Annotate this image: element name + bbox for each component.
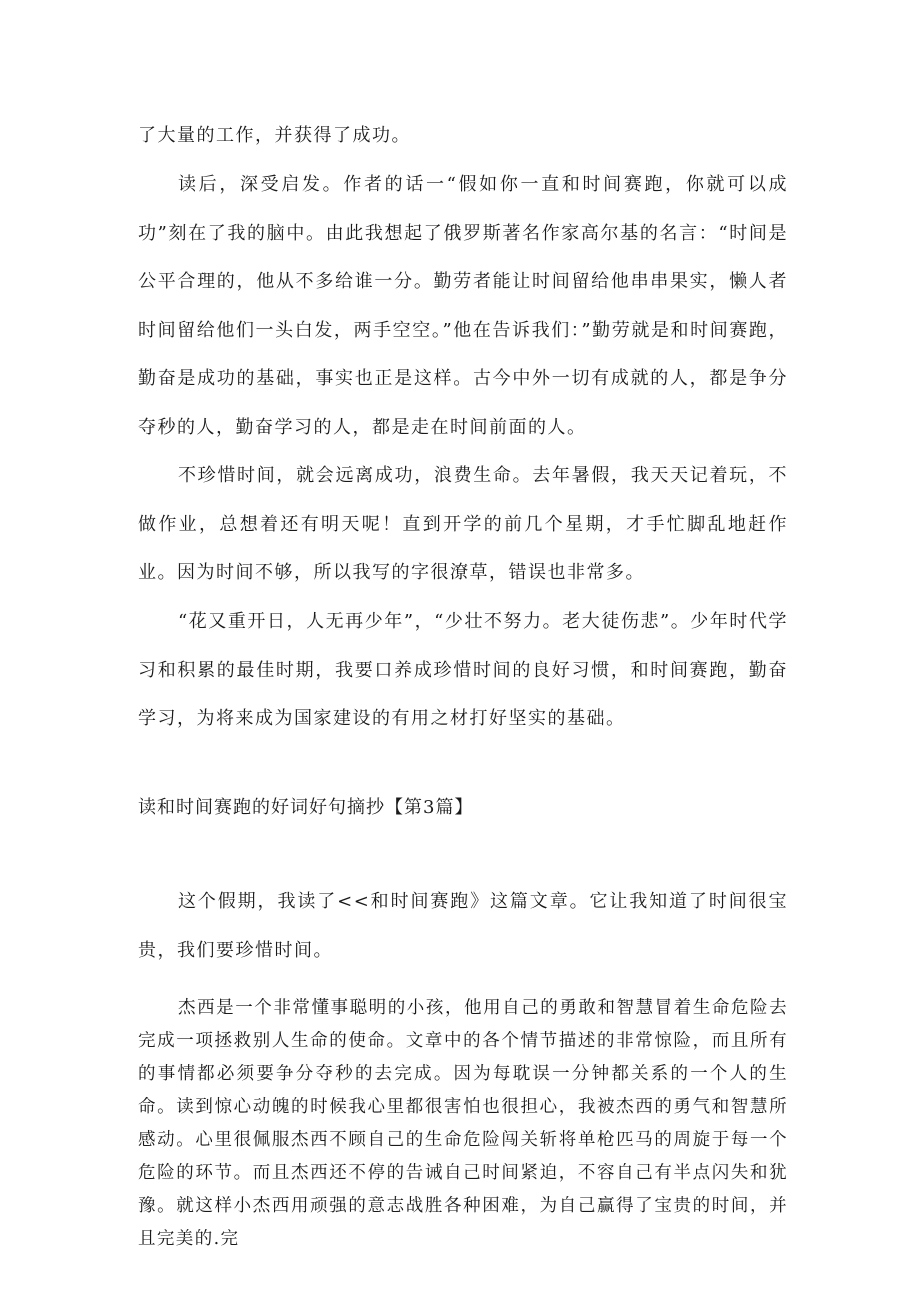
paragraph-proverb: “花又重开日，人无再少年”，“少壮不努力。老大徒伤悲”。少年时代学习和积累的最佳时期，我要口养成珍惜时间的良好习惯，和时间赛跑，勤奋学习，为将来成为国家建设的有用之材打好坚实的基础。: [138, 611, 788, 729]
section-heading: 读和时间赛跑的好词好句摘抄【第3篇】: [138, 797, 474, 818]
paragraph-jesse-story: 杰西是一个非常懂事聪明的小孩，他用自己的勇敢和智慧冒着生命危险去完成一项拯救别人生命的使命。文章中的各个情节描述的非常惊险，而且所有的事情都必须要争分夺秒的去完成。因为每耽误一分钟都关系的一个人的生命。读到惊心动魄的时候我心里都很害怕也很担心，我被杰西的勇气和智慧所感动。心里很佩服杰西不顾自己的生命危险闯关斩将单枪匹马的周旋于每一个危险的环节。而且杰西还不停的告诫自己时间紧迫，不容自己有半点闪失和犹豫。就这样小杰西用顽强的意志战胜各种困难，为自己赢得了宝贵的时间，并且完美的.完: [138, 998, 788, 1249]
paragraph-reflection: 读后，深受启发。作者的话一“假如你一直和时间赛跑，你就可以成功”刻在了我的脑中。由此我想起了俄罗斯著名作家高尔基的名言：“时间是公平合理的，他从不多给谁一分。勤劳者能让时间留给他串串果实，懒人者时间留给他们一头白发，两手空空。”他在告诉我们：”勤劳就是和时间赛跑，勤奋是成功的基础，事实也正是这样。古今中外一切有成就的人，都是争分夺秒的人，勤奋学习的人，都是走在时间前面的人。: [138, 174, 788, 438]
paragraph-holiday-reading: 这个假期，我读了<<和时间赛跑》这篇文章。它让我知道了时间很宝贵，我们要珍惜时间。: [138, 891, 788, 961]
paragraph-cherish-time: 不珍惜时间，就会远离成功，浪费生命。去年暑假，我天天记着玩，不做作业，总想着还有明天呢！直到开学的前几个星期，才手忙脚乱地赶作业。因为时间不够，所以我写的字很潦草，错误也非常多。: [138, 465, 788, 583]
paragraph-continuation: 了大量的工作，并获得了成功。: [138, 125, 411, 146]
